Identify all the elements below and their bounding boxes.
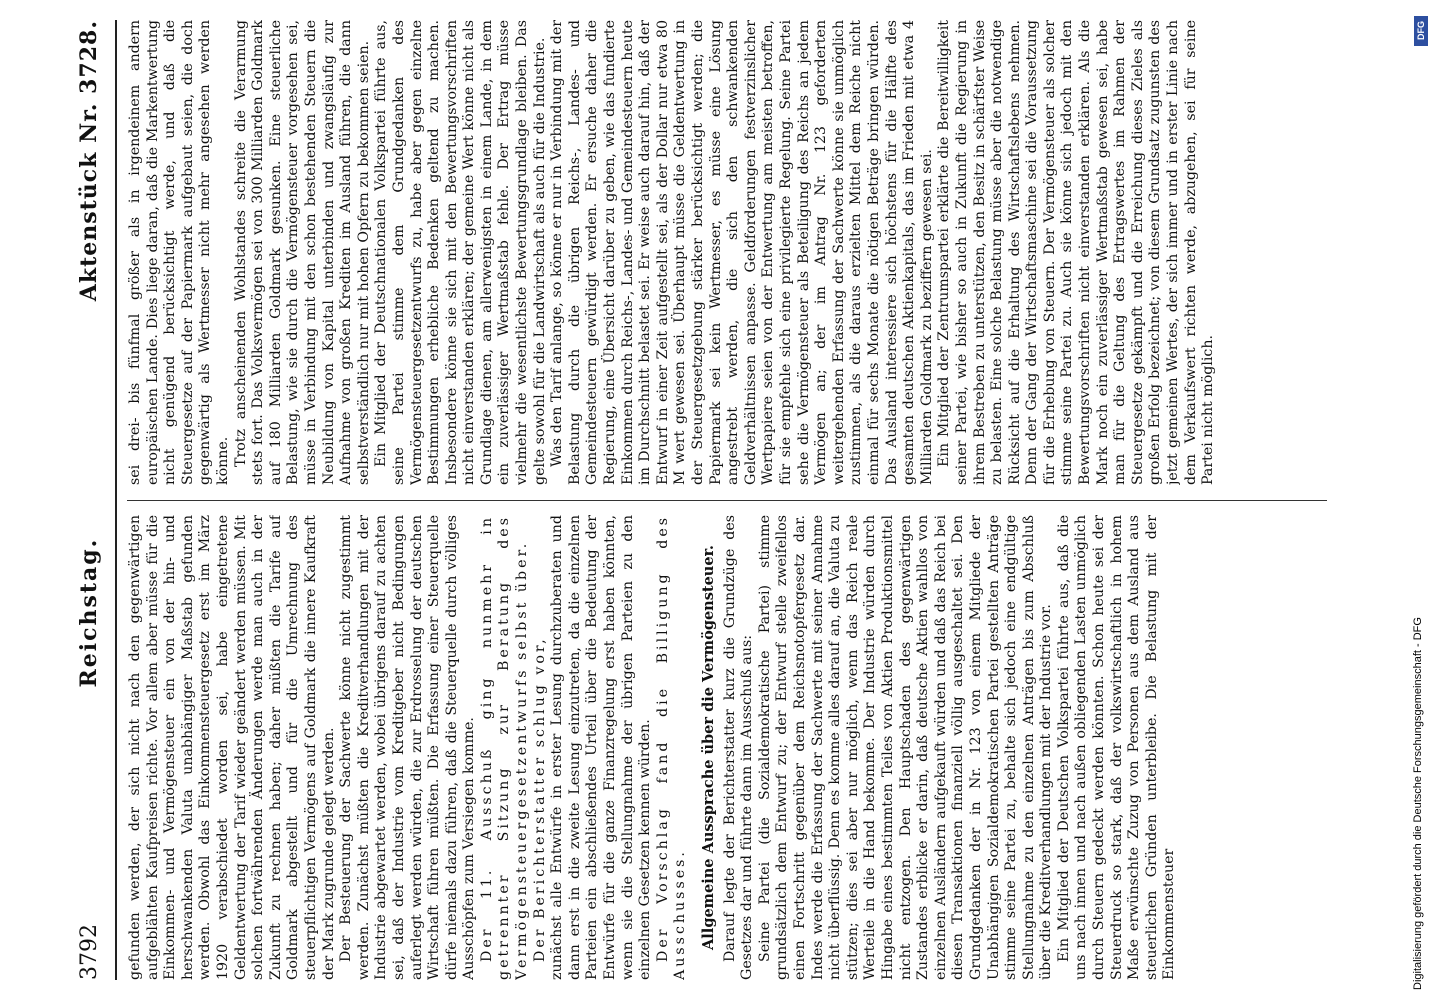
- section-heading: Allgemeine Aussprache über die Vermögensteuer.: [700, 545, 717, 950]
- left-paragraph-8: Ein Mitglied der Deutschen Volkspartei führte aus, daß die uns nach innen und nach außen obliegenden Lasten unmöglich durch Steuern gedeckt werden könnten. Schon heute sei der Steuerdruck so stark, daß der volkswirtschaftlich in hohem Maße erwünschte Zuzug von Personen aus dem Ausland aus steuerlichen Gründen unterbleibe. Die Belastung mit der Einkommensteuer: [1055, 515, 1178, 980]
- page-number: 3792: [76, 924, 102, 980]
- left-paragraph-5: Der Vorschlag fand die Billigung des Ausschusses.: [654, 515, 689, 980]
- right-paragraph-5: Ein Mitglied der Zentrumspartei erklärte die Bereitwilligkeit seiner Partei, wie bisher so auch in Zukunft die Regierung in ihrem Bestreben zu unterstützen, den Besitz in schärfster Weise zu belasten. Eine solche Belastung müsse aber die notwendige Rücksicht auf die Erhaltung des Wirtschaftslebens nehmen. Denn der Gang der Wirtschaftsmaschine sei die Voraussetzung für die Erhebung von Steuern. Der Vermögensteuer als solcher stimme seine Partei zu. Auch sie könne sich jedoch mit den Bewertungsvorschriften nicht einverstanden erklären. Als die Mark noch ein zuverlässiger Wertmaßstab gewesen sei, habe man für die Geltung des Ertragswertes im Rahmen der Steuergesetze gekämpft und die Erreichung dieses Zieles als großen Erfolg bezeichnet; von diesem Grundsatz zugunsten des jetzt gemeinen Wertes, der sich immer und in erster Linie nach dem Verkaufswert richten werde, abzugehen, sei für seine Partei nicht möglich.: [936, 20, 1217, 485]
- left-paragraph-4-lead: Der Berichterstatter schlug vor,: [531, 636, 548, 962]
- right-paragraph-3: Ein Mitglied der Deutschnationalen Volkspartei führte aus, seine Partei stimme dem Grundgedanken des Vermögensteuergesetzentwurfs zu, habe aber gegen einzelne Bestimmungen erhebliche Bedenken geltend zu machen. Insbesondere könne sie sich mit den Bewertungsvorschriften nicht einverstanden erklären; der gemeine Wert könne nicht als Grundlage dienen, am allerwenigsten in einem Lande, in dem ein zuverlässiger Wertmaßstab fehle. Der Ertrag müsse vielmehr die wesentlichste Bewertungsgrundlage bleiben. Das gelte sowohl für die Landwirtschaft als auch für die Industrie.: [373, 20, 548, 485]
- header-rule: [115, 20, 117, 980]
- digitization-sidebar: [1412, 10, 1432, 990]
- left-paragraph-1: gefunden werden, der sich nicht nach den gegenwärtigen aufgeblähten Kaufpreisen richte. Vor allem aber müsse für die Einkommen- und Vermögensteuer ein von der hin- und herschwankenden Valuta unabhängiger Maßstab gefunden werden. Obwohl das Einkommensteuergesetz erst im März 1920 verabschiedet worden sei, habe eingetretene Geldentwertung der Tarif wieder geändert werden müssen. Mit solchen fortwährenden Änderungen werde man auch in der Zukunft zu rechnen haben; daher müßten die Tarife auf Goldmark abgestellt und für die Umrechnung des steuerpflichtigen Vermögens auf Goldmark die innere Kaufkraft der Mark zugrunde gelegt werden.: [127, 515, 337, 980]
- dfg-logo-badge: DFG: [1414, 16, 1428, 46]
- right-paragraph-2: Trotz anscheinenden Wohlstandes schreite die Verarmung stets fort. Das Volksvermögen sei von 300 Milliarden Goldmark auf 180 Milliarden Goldmark gesunken. Eine steuerliche Belastung, wie sie durch die Vermögensteuer vorgesehen sei, müsse in Verbindung mit den schon bestehenden Steuern die Neubildung von Kapital unterbinden und zwangsläufig zur Aufnahme von großen Krediten im Ausland führen, die dann selbstverständlich nur mit hohen Opfern zu bekommen seien.: [232, 20, 372, 485]
- right-paragraph-4: Was den Tarif anlange, so könne er nur in Verbindung mit der Belastung durch die übrigen Reichs-, Landes- und Gemeindesteuern gewürdigt werden. Er ersuche daher die Regierung, eine Übersicht darüber zu geben, wie das fundierte Einkommen durch Reichs-, Landes- und Gemeindesteuern heute im Durchschnitt belastet sei. Er weise auch darauf hin, daß der Entwurf in einer Zeit aufgestellt sei, als der Dollar nur etwa 80 M wert gewesen sei. Überhaupt müsse die Geldentwertung in der Steuergesetzgebung stärker berücksichtigt werden; die Papiermark sei kein Wertmesser, es müsse eine Lösung angestrebt werden, die sich den schwankenden Geldverhältnissen anpasse. Geldforderungen festverzinslicher Wertpapiere seien von der Entwertung am meisten betroffen, für sie empfehle sich eine privilegierte Regelung. Seine Partei sehe die Vermögensteuer als Beteiligung des Reichs an jedem Vermögen an; der im Antrag Nr. 123 geforderten weitergehenden Erfassung der Sachwerte könne sie unmöglich zustimmen, als die daraus erzielten Mittel dem Reiche nicht einmal für sechs Monate die nötigen Beträge bringen würden. Das Ausland interessiere sich höchstens für die Hälfte des gesamten deutschen Aktienkapitals, das im Frieden mit etwa 4 Milliarden Goldmark zu beziffern gewesen sei.: [549, 20, 935, 485]
- left-paragraph-6: Darauf legte der Berichterstatter kurz die Grundzüge des Gesetzes dar und führte dann im Ausschuß aus:: [721, 515, 756, 980]
- rotated-page-content: [65, 20, 1335, 980]
- page-header: [65, 20, 113, 980]
- left-paragraph-2: Der Besteuerung der Sachwerte könne nicht zugestimmt werden. Zunächst müßten die Kreditverhandlungen mit der Industrie abgewartet werden, wobei übrigens darauf zu achten sei, daß der Industrie vom Kreditgeber nicht Bedingungen auferlegt werden würden, die zur Erdrosselung der deutschen Wirtschaft führen müßten. Die Erfassung einer Steuerquelle dürfe niemals dazu führen, daß die Steuerquelle durch völliges Ausschöpfen zum Versiegen komme.: [338, 515, 478, 980]
- right-column: [127, 20, 1327, 485]
- header-center-title: Reichstag.: [76, 537, 102, 688]
- left-column: [127, 515, 1327, 980]
- digitization-note: Digitalisierung gefördert durch die Deutsche Forschungsgemeinschaft - DFG: [1412, 617, 1424, 990]
- left-paragraph-3: Der 11. Ausschuß ging nunmehr in getrennter Sitzung zur Beratung des Vermögensteuergesetzentwurfs selbst über.: [478, 515, 531, 980]
- left-paragraph-4: zunächst alle Entwürfe in erster Lesung durchzuberaten und dann erst in die zweite Lesung einzutreten, da die einzelnen Parteien ein abschließendes Urteil über die Bedeutung der Entwürfe für die ganze Finanzregelung erst haben könnten, wenn sie die Stellungnahme der übrigen Parteien zu den einzelnen Gesetzen kennen würden.: [549, 515, 654, 980]
- left-paragraph-7: Seine Partei (die Sozialdemokratische Partei) stimme grundsätzlich dem Entwurf zu; der Entwurf stelle zweifellos einen Fortschritt gegenüber dem Reichsnotopfergesetz dar. Indes werde die Erfassung der Sachwerte mit seiner Annahme nicht überflüssig. Denn es komme alles darauf an, die Valuta zu stützen; dies sei aber nur möglich, wenn das Reich reale Werteile in die Hand bekomme. Der Industrie würden durch Hingabe eines bestimmten Teiles von Aktien Produktionsmittel nicht entzogen. Den Hauptschaden des gegenwärtigen Zustandes erblicke er darin, daß deutsche Aktien wahllos von einzelnen Ausländern aufgekauft würden und daß das Reich bei diesen Transaktionen finanziell völlig ausgeschaltet sei. Den Grundgedanken der in Nr. 123 von einem Mitgliede der Unabhängigen Sozialdemokratischen Partei gestellten Anträge stimme seine Partei zu, behalte sich jedoch eine endgültige Stellungnahme zu den einzelnen Anträgen bis zum Abschluß über die Kreditverhandlungen mit der Industrie vor.: [756, 515, 1055, 980]
- column-divider: [127, 500, 1327, 501]
- right-paragraph-1: sei drei- bis fünfmal größer als in irgendeinem andern europäischen Lande. Dies liege daran, daß die Markentwertung nicht genügend berücksichtigt werde, und daß die Steuergesetze auf der Papiermark aufgebaut seien, die doch gegenwärtig als Wertmesser nicht mehr angesehen werden könne.: [127, 20, 231, 485]
- header-right-title: Aktenstück Nr. 3728.: [76, 20, 102, 302]
